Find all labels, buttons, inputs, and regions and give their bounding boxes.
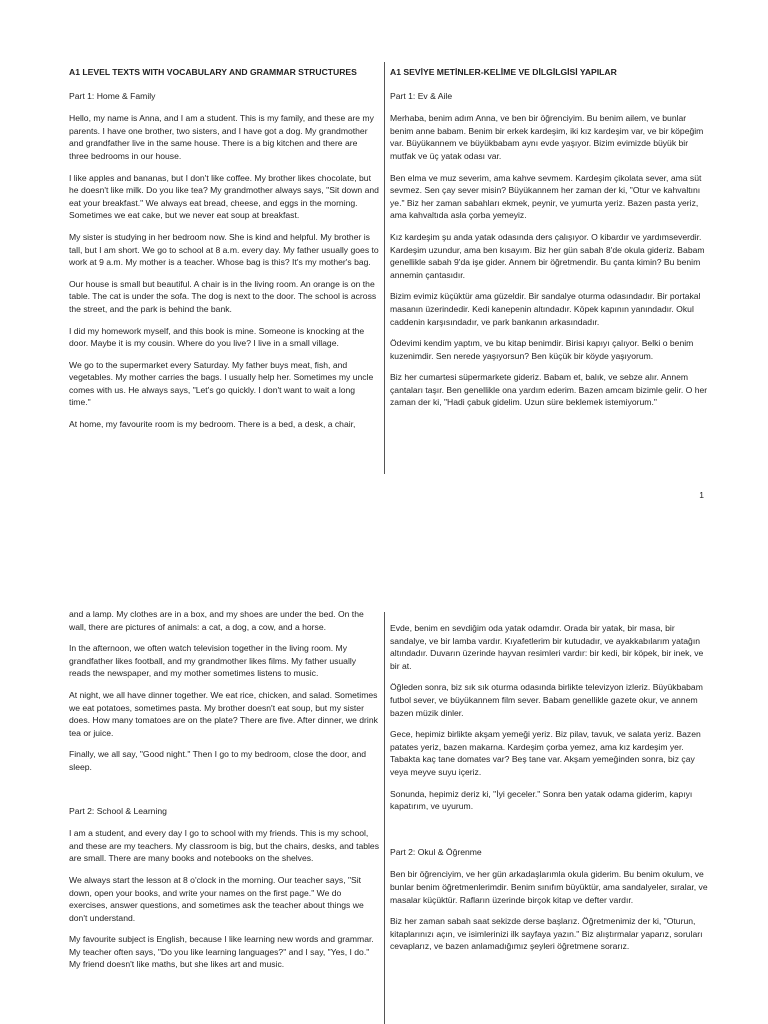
paragraph: In the afternoon, we often watch television together in the living room. My grandfather likes football, and my grandmother likes films. My father usually reads the newspaper, and my mother sometimes listens to music. (69, 643, 357, 679)
paragraph: Gece, hepimiz birlikte akşam yemeği yeriz. Biz pilav, tavuk, ve salata yeriz. Bazen patates yeriz, bazen makarna. Kardeşim çorba yemez, ama kız kardeşim yer. Tabakta kaç tane domates var? Beş tane var. Akşam yemeğinden sonra, biz çay veya meyve suyu içeriz. (390, 729, 701, 777)
page-number: 1 (699, 490, 704, 500)
paragraph: At home, my favourite room is my bedroom. There is a bed, a desk, a chair, (69, 419, 356, 430)
turkish-part-heading: Part 1: Ev & Aile (390, 90, 453, 101)
paragraph: Ödevimi kendim yaptım, ve bu kitap benimdir. Birisi kapıyı çalıyor. Belki o benim kuzenimdir. Sen nerede yaşıyorsun? Ben küçük bir köyde yaşıyorum. (390, 338, 694, 361)
english-document-title: A1 LEVEL TEXTS WITH VOCABULARY AND GRAMMAR STRUCTURES (69, 67, 357, 77)
paragraph: We always start the lesson at 8 o'clock in the morning. Our teacher says, "Sit down, open your books, and write your names on the first page." We do exercises, answer questions, and sometimes ask the teacher about things we don't understand. (69, 874, 364, 923)
turkish-column (390, 622, 708, 962)
paragraph: Hello, my name is Anna, and I am a student. This is my family, and these are my parents. I have one brother, two sisters, and I have got a dog. My grandmother and grandfather live in the same house. There is a big kitchen and there are three bedrooms in our house. (69, 113, 374, 161)
turkish-column (390, 66, 708, 418)
column-divider (384, 62, 385, 474)
english-column (69, 608, 379, 980)
spacer (390, 822, 708, 846)
paragraph: Biz her zaman sabah saat sekizde derse başlarız. Öğretmenimiz der ki, "Oturun, kitaplarınızı açın, ve isimlerinizi ilk sayfaya yazın." Biz alıştırmalar yaparız, soruları cevaplarız, ve bazen anlamadığımız şeyleri öğretmene sorarız. (390, 916, 703, 952)
paragraph: My sister is studying in her bedroom now. She is kind and helpful. My brother is tall, but I am short. We go to school at 8 a.m. every day. My father usually goes to work at 9 a.m. My mother is a teacher. Whose bag is this? It's my mother's bag. (69, 231, 379, 268)
page-gap (0, 540, 768, 590)
turkish-document-title: A1 SEVİYE METİNLER-KELİME VE DİLGİLGİSİ YAPILAR (390, 67, 617, 77)
english-paragraph-list (69, 112, 379, 430)
paragraph: I did my homework myself, and this book is mine. Someone is knocking at the door. Maybe it is my cousin. Where do you live? I live in a small village. (69, 325, 365, 349)
english-column (69, 66, 379, 440)
turkish-paragraph-list (390, 112, 708, 409)
english-part-heading: Part 1: Home & Family (69, 90, 156, 101)
paragraph: Evde, benim en sevdiğim oda yatak odamdır. Orada bir yatak, bir masa, bir sandalye, ve bir lamba vardır. Kıyafetlerim bir kutudadır, ve ayakkabılarım yatağın altındadır. Duvarın üzerinde hayvan resimleri vardır: bir kedi, bir köpek, bir inek, ve bir at. (390, 623, 704, 671)
spacer (69, 783, 379, 805)
paragraph: Our house is small but beautiful. A chair is in the living room. An orange is on the table. The cat is under the sofa. The dog is next to the door. The school is across the street, and the park is behind the bank. (69, 278, 377, 314)
paragraph: I am a student, and every day I go to school with my friends. This is my school, and these are my teachers. My classroom is big, but the chairs, desks, and tables are small. There are many books and notebooks on the shelves. (69, 828, 380, 864)
paragraph: Finally, we all say, "Good night." Then I go to my bedroom, close the door, and sleep. (69, 749, 367, 772)
paragraph: Ben bir öğrenciyim, ve her gün arkadaşlarımla okula giderim. Bu benim okulum, ve bunlar benim öğretmenlerimdir. Benim sınıfım büyüktür, ama sandalyeler, sıralar, ve masalar küçüktür. Rafların üzerinde birçok kitap ve defter vardır. (390, 869, 708, 905)
paragraph: My favourite subject is English, because I like learning new words and grammar. My teacher often says, "Do you like learning languages?" and I say, "Yes, I do." My friend doesn't like maths, but she likes art and music. (69, 934, 374, 970)
english-part-heading: Part 2: School & Learning (69, 805, 167, 816)
document-page-2 (0, 590, 768, 1024)
column-divider (384, 612, 385, 1024)
paragraph: and a lamp. My clothes are in a box, and my shoes are under the bed. On the wall, there are pictures of animals: a cat, a dog, a cow, and a horse. (69, 609, 364, 632)
paragraph: We go to the supermarket every Saturday. My father buys meat, fish, and vegetables. My mother carries the bags. I usually help her. Sometimes my uncle comes with us. He always says, "Let's go quickly. I don't want to wait a long time." (69, 359, 374, 408)
paragraph: Öğleden sonra, biz sık sık oturma odasında birlikte televizyon izleriz. Büyükbabam futbol sever, ve büyükannem film sever. Babam genellikle gazete okur, ve annem bazen müzik dinler. (390, 682, 703, 718)
paragraph: Kız kardeşim şu anda yatak odasında ders çalışıyor. O kibardır ve yardımseverdir. Kardeşim uzundur, ama ben kısayım. Biz her gün sabah 8'de okula gideriz. Babam genellikle sabah 9'da işe gider. Annem bir öğretmendir. Bu çanta kimin? Bu benim annemin çantasıdır. (390, 231, 705, 280)
paragraph: At night, we all have dinner together. We eat rice, chicken, and salad. Sometimes we eat potatoes, sometimes pasta. My brother doesn't eat soup, but my sister does. How many tomatoes are on the plate? There are five. After dinner, we drink tea or juice. (69, 689, 378, 738)
paragraph: Ben elma ve muz severim, ama kahve sevmem. Kardeşim çikolata sever, ama süt sevmez. Sen çay sever misin? Büyükannem her zaman der ki, "Otur ve kahvaltını ye." Biz her zaman sabahları ekmek, peynir, ve yumurta yeriz. Bazen pasta yeriz, ama kahvaltıda asla çorba yemeyiz. (390, 172, 702, 221)
paragraph: Merhaba, benim adım Anna, ve ben bir öğrenciyim. Bu benim ailem, ve bunlar benim anne babam. Benim bir erkek kardeşim, iki kız kardeşim var, ve bir köpeğim var. Büyükannem ve büyükbabam aynı evde yaşıyor. Bizim evimizde büyük bir mutfak ve üç yatak odası var. (390, 113, 704, 161)
paragraph: I like apples and bananas, but I don't like coffee. My brother likes chocolate, but he doesn't like milk. Do you like tea? My grandmother always says, "Sit down and eat your breakfast." We always eat bread, cheese, and eggs in the morning. Sometimes we eat cake, but we never eat soup at breakfast. (69, 172, 379, 221)
turkish-part-heading: Part 2: Okul & Öğrenme (390, 846, 482, 857)
paragraph: Bizim evimiz küçüktür ama güzeldir. Bir sandalye oturma odasındadır. Bir portakal masanın üzerindedir. Kedi kanepenin altındadır. Köpek kapının yanındadır. Okul caddenin karşısındadır, ve park bankanın arkasındadır. (390, 291, 701, 327)
paragraph: Biz her cumartesi süpermarkete gideriz. Babam et, balık, ve sebze alır. Annem çantaları taşır. Ben genellikle ona yardım ederim. Bazen amcam bizimle gelir. O her zaman der ki, "Hadi çabuk gidelim. Uzun süre beklemek istemiyorum." (390, 372, 708, 408)
paragraph: Sonunda, hepimiz deriz ki, "İyi geceler." Sonra ben yatak odama giderim, kapıyı kapatırım, ve uyurum. (390, 788, 693, 812)
